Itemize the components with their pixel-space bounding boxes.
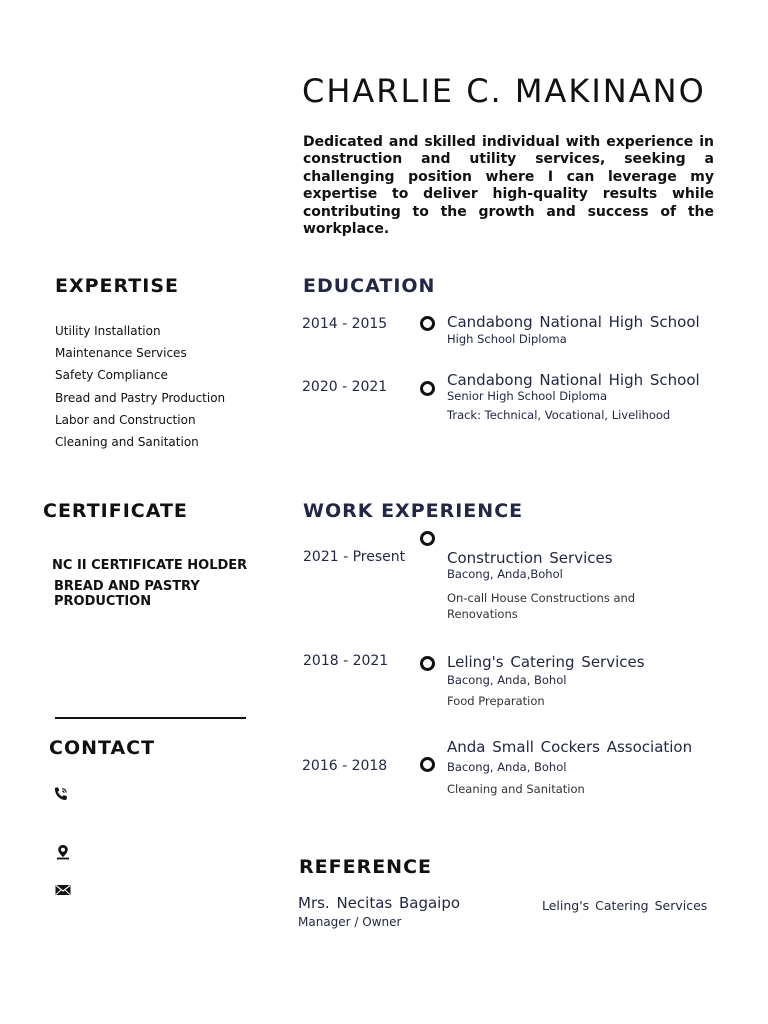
work-location: Bacong, Anda, Bohol <box>447 673 567 687</box>
expertise-heading: EXPERTISE <box>55 275 180 297</box>
expertise-list <box>55 320 225 453</box>
location-pin-icon <box>55 844 71 860</box>
work-title: Construction Services <box>447 549 613 567</box>
timeline-dot <box>420 656 435 671</box>
timeline-dot <box>420 316 435 331</box>
envelope-icon <box>55 882 71 898</box>
reference-role: Manager / Owner <box>298 915 402 929</box>
work-location: Bacong, Anda,Bohol <box>447 567 563 581</box>
reference-heading: REFERENCE <box>299 856 433 878</box>
expertise-item: Cleaning and Sanitation <box>55 435 199 450</box>
certificate-block <box>52 558 247 610</box>
expertise-item: Bread and Pastry Production <box>55 390 226 405</box>
work-date: 2021 - Present <box>303 549 406 565</box>
education-school: Candabong National High School <box>447 313 700 331</box>
summary-paragraph: Dedicated and skilled individual with experience in construction and utility services, seeking a challenging position where I can leverage my expertise to deliver high-quality results while contributing to the growth and success of the workplace. <box>303 134 714 238</box>
education-diploma: High School Diploma <box>447 332 567 346</box>
timeline-dot <box>420 757 435 772</box>
work-title: Leling's Catering Services <box>447 653 645 671</box>
work-location: Bacong, Anda, Bohol <box>447 760 567 774</box>
education-date: 2020 - 2021 <box>302 379 388 395</box>
certificate-line: NC II CERTIFICATE HOLDER <box>52 558 248 573</box>
certificate-line: BREAD AND PASTRY <box>54 578 200 594</box>
timeline-dot <box>420 381 435 396</box>
work-description: Renovations <box>447 607 518 621</box>
phone-icon <box>53 786 69 802</box>
section-divider <box>55 717 246 719</box>
expertise-item: Labor and Construction <box>55 412 196 427</box>
work-description: Food Preparation <box>447 694 545 708</box>
timeline-dot <box>420 531 435 546</box>
resume-name: CHARLIE C. MAKINANO <box>302 72 706 110</box>
expertise-item: Safety Compliance <box>55 368 168 383</box>
work-date: 2016 - 2018 <box>302 758 388 774</box>
work-date: 2018 - 2021 <box>303 653 389 669</box>
education-heading: EDUCATION <box>303 275 436 297</box>
expertise-item: Utility Installation <box>55 324 161 338</box>
work-title: Anda Small Cockers Association <box>447 738 693 756</box>
education-date: 2014 - 2015 <box>302 316 388 332</box>
work-experience-heading: WORK EXPERIENCE <box>303 500 524 522</box>
certificate-line: PRODUCTION <box>54 594 152 609</box>
reference-company: Leling's Catering Services <box>542 898 708 913</box>
education-track: Track: Technical, Vocational, Livelihood <box>447 408 671 422</box>
work-description: Cleaning and Sanitation <box>447 782 585 796</box>
reference-name: Mrs. Necitas Bagaipo <box>298 894 461 912</box>
expertise-item: Maintenance Services <box>55 346 187 361</box>
education-diploma: Senior High School Diploma <box>447 389 608 403</box>
work-description: On-call House Constructions and <box>447 591 636 605</box>
education-school: Candabong National High School <box>447 371 700 389</box>
contact-heading: CONTACT <box>49 737 156 759</box>
certificate-heading: CERTIFICATE <box>43 500 188 522</box>
